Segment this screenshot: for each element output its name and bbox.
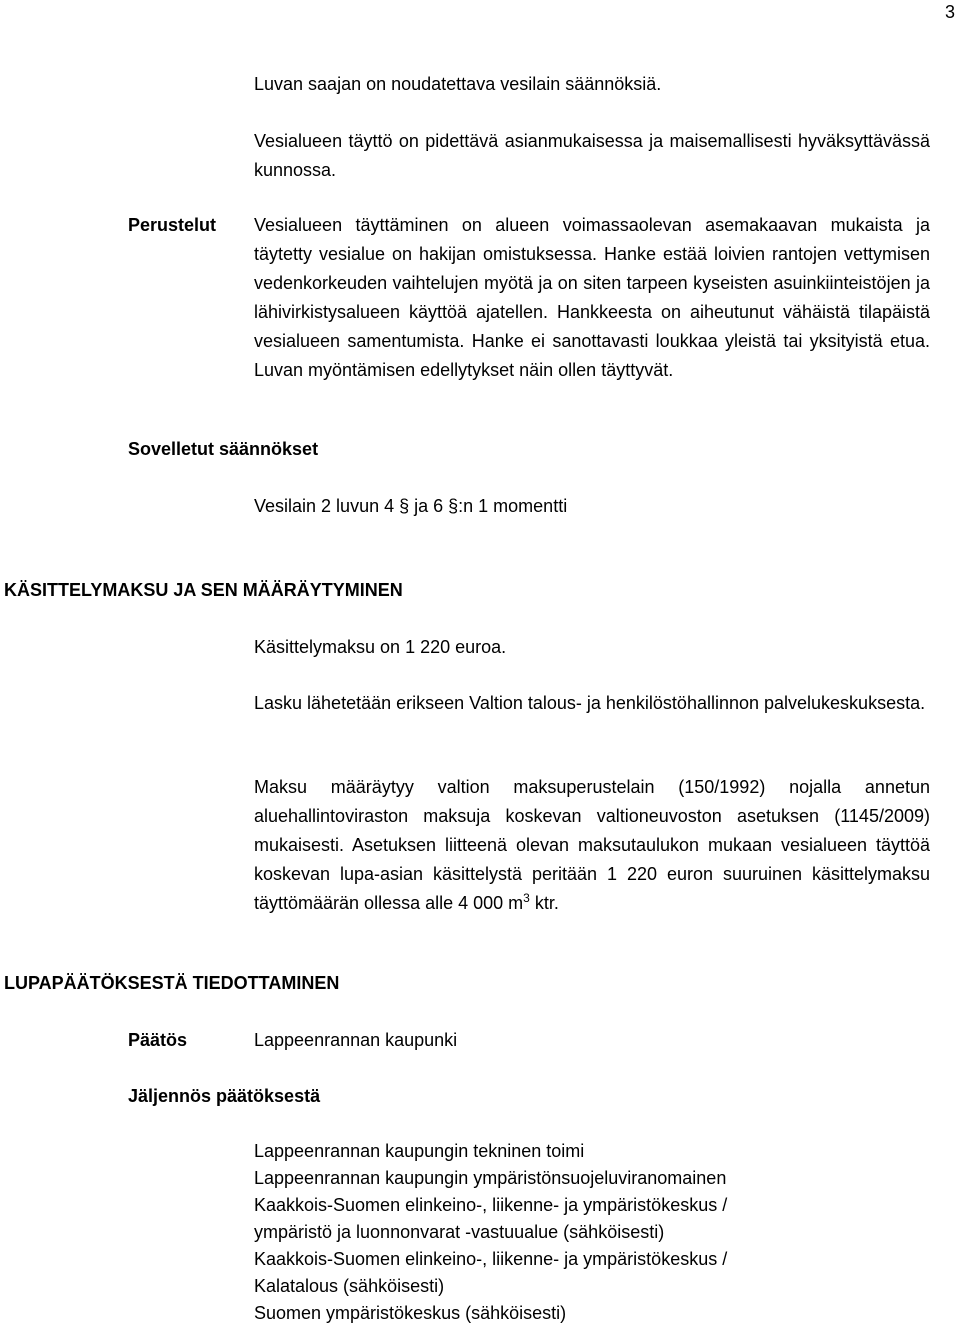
intro-paragraph-1: Luvan saajan on noudatettava vesilain säännöksiä. bbox=[254, 74, 662, 94]
recipient-item: Kaakkois-Suomen elinkeino-, liikenne- ja ympäristökeskus / bbox=[254, 1195, 728, 1215]
recipient-item: Lappeenrannan kaupungin tekninen toimi bbox=[254, 1141, 585, 1161]
intro-paragraph-2: Vesialueen täyttö on pidettävä asianmukaisessa ja maisemallisesti hyväksyttävässä kunnossa. bbox=[254, 131, 930, 180]
perustelut-text: Vesialueen täyttäminen on alueen voimassaolevan asemakaavan mukaista ja täytetty vesialue on hakijan omistuksessa. Hanke estää loivien rantojen vettymisen vedenkorkeuden vaihtelujen myötä ja on siten tarpeen kyseisten asuinkiinteistöjen ja lähivirkistysalueen käyttöä ajatellen. Hankkeesta on aiheutunut vähäistä tilapäistä vesialueen samentumista. Hanke ei sanottavasti loukkaa yleistä tai yksityistä etua. Luvan myöntämisen edellytykset näin ollen täyttyvät. bbox=[254, 215, 930, 380]
sovelletut-text: Vesilain 2 luvun 4 § ja 6 §:n 1 momentti bbox=[254, 496, 568, 516]
recipient-item: Kalatalous (sähköisesti) bbox=[254, 1276, 445, 1296]
cubic-superscript: 3 bbox=[523, 891, 530, 905]
recipient-item: ympäristö ja luonnonvarat -vastuualue (sähköisesti) bbox=[254, 1222, 665, 1242]
recipient-item: Lappeenrannan kaupungin ympäristönsuojeluviranomainen bbox=[254, 1168, 727, 1188]
perustelut-label: Perustelut bbox=[128, 215, 217, 235]
sovelletut-label: Sovelletut säännökset bbox=[128, 439, 319, 459]
jaljennos-label: Jäljennös päätöksestä bbox=[128, 1086, 321, 1106]
kasittelymaksu-paragraph-3-text: Maksu määräytyy valtion maksuperustelain (150/1992) nojalla annetun aluehallintoviraston maksuja koskevan valtioneuvoston asetuksen (1145/2009) mukaisesti. Asetuksen liitteenä olevan maksutaulukon mukaan vesialueen täyttöä koskevan lupa-asian käsittelystä peritään 1 220 euron suuruinen käsittelymaksu täyttömäärän ollessa alle 4 000 m bbox=[254, 777, 930, 913]
paatos-label: Päätös bbox=[128, 1030, 188, 1050]
recipient-item: Suomen ympäristökeskus (sähköisesti) bbox=[254, 1303, 567, 1323]
tiedottaminen-heading: LUPAPÄÄTÖKSESTÄ TIEDOTTAMINEN bbox=[4, 973, 340, 993]
recipient-item: Kaakkois-Suomen elinkeino-, liikenne- ja ympäristökeskus / bbox=[254, 1249, 728, 1269]
kasittelymaksu-paragraph-1: Käsittelymaksu on 1 220 euroa. bbox=[254, 637, 507, 657]
paatos-value: Lappeenrannan kaupunki bbox=[254, 1030, 458, 1050]
kasittelymaksu-paragraph-3 bbox=[254, 773, 930, 918]
page-number: 3 bbox=[944, 2, 955, 22]
recipient-list bbox=[254, 1138, 930, 1327]
kasittelymaksu-heading: KÄSITTELYMAKSU JA SEN MÄÄRÄYTYMINEN bbox=[4, 580, 403, 600]
kasittelymaksu-paragraph-2: Lasku lähetetään erikseen Valtion talous- ja henkilöstöhallinnon palvelukeskuksesta. bbox=[254, 693, 926, 713]
kasittelymaksu-paragraph-3-end: ktr. bbox=[529, 893, 559, 913]
